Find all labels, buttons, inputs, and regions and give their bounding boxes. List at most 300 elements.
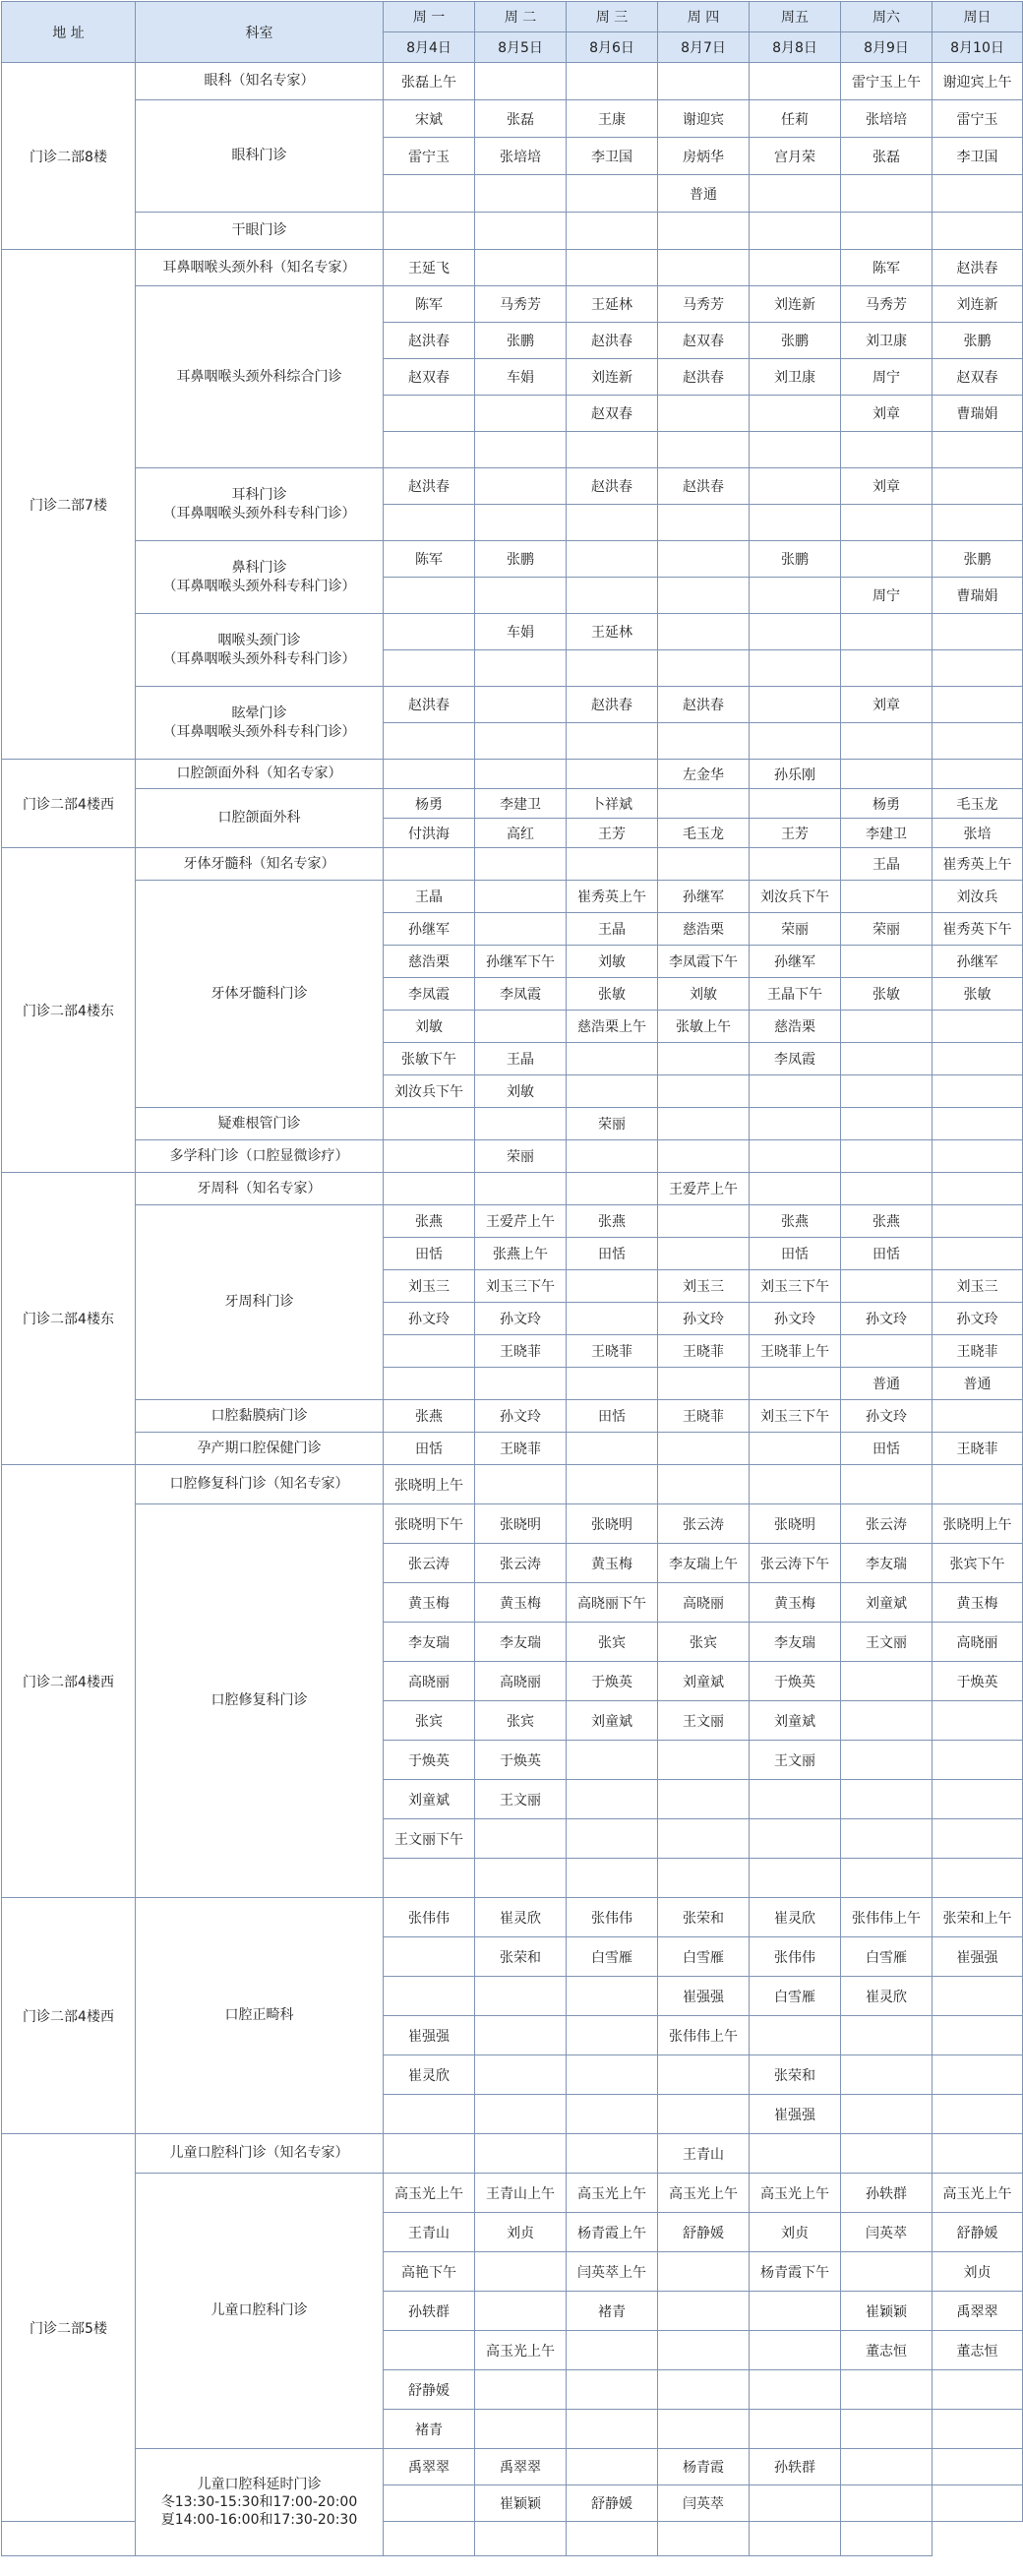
doctor-cell: 赵双春 [567,396,658,432]
department-label: 眼科门诊 [231,148,287,164]
doctor-cell: 赵洪春 [567,323,658,359]
department-label: 儿童口腔科延时门诊 [197,2476,322,2492]
schedule-body [2,63,1023,2556]
doctor-cell: 崔颖颖 [475,2485,567,2522]
doctor-cell [658,2292,750,2331]
doctor-cell [567,1140,658,1173]
doctor-cell: 崔灵欣 [750,1898,841,1937]
doctor-cell: 高红 [475,819,567,848]
doctor-cell: 张燕 [384,1205,475,1238]
doctor-cell [384,723,475,760]
doctor-cell: 王晓菲 [658,1335,750,1368]
doctor-cell: 王青山上午 [475,2174,567,2213]
doctor-cell [658,723,750,760]
department-label: 疑难根管门诊 [217,1115,301,1132]
doctor-cell: 张培培 [841,100,933,138]
doctor-cell [841,1043,933,1075]
doctor-cell [475,2370,567,2410]
doctor-cell: 刘连新 [933,286,1023,323]
department-label: （耳鼻咽喉头颈外科专科门诊） [162,723,356,740]
doctor-cell [750,468,841,505]
doctor-cell: 赵洪春 [658,468,750,505]
address-cell: 门诊二部4楼西 [2,760,136,848]
doctor-cell [933,650,1023,687]
doctor-cell: 慈浩栗 [658,913,750,946]
doctor-cell [567,2370,658,2410]
doctor-cell: 王芳 [567,819,658,848]
doctor-cell [658,2095,750,2134]
doctor-cell [567,175,658,213]
doctor-cell [841,2522,933,2556]
doctor-cell: 高玉光上午 [933,2174,1023,2213]
doctor-cell [933,2055,1023,2095]
doctor-cell [750,650,841,687]
department-cell [136,63,384,100]
doctor-cell [750,578,841,614]
doctor-cell [384,2134,475,2174]
header-address: 地 址 [2,2,136,63]
doctor-cell [750,213,841,250]
doctor-cell [750,789,841,819]
doctor-cell: 赵双春 [933,359,1023,396]
doctor-cell: 杨勇 [841,789,933,819]
doctor-cell: 宋斌 [384,100,475,138]
department-cell [136,1173,384,1205]
doctor-cell: 张燕 [750,1205,841,1238]
doctor-cell [658,1859,750,1898]
doctor-cell [475,1977,567,2016]
header-weekday: 周 三 [567,2,658,32]
doctor-cell: 白雪雁 [750,1977,841,2016]
department-cell [136,1140,384,1173]
doctor-cell: 于焕英 [475,1741,567,1780]
doctor-cell: 王晶 [567,913,658,946]
doctor-cell [475,2055,567,2095]
doctor-cell: 任莉 [750,100,841,138]
doctor-cell: 刘玉三下午 [475,1270,567,1303]
schedule-row [2,1465,1023,1504]
department-label: 儿童口腔科门诊 [211,2302,308,2319]
doctor-cell [933,2485,1023,2522]
doctor-cell [841,1140,933,1173]
doctor-cell [841,2449,933,2485]
doctor-cell: 李友瑞 [750,1623,841,1662]
doctor-cell [384,848,475,881]
department-cell [136,848,384,881]
doctor-cell [384,578,475,614]
doctor-cell: 黄玉梅 [567,1544,658,1583]
doctor-cell [658,1043,750,1075]
doctor-cell [384,650,475,687]
doctor-cell: 刘汝兵下午 [384,1075,475,1108]
doctor-cell [658,1075,750,1108]
doctor-cell: 高晓丽 [933,1623,1023,1662]
doctor-cell [841,614,933,650]
doctor-cell [475,578,567,614]
doctor-cell [658,250,750,286]
header-weekday: 周 一 [384,2,475,32]
doctor-cell: 闫英萃 [658,2485,750,2522]
doctor-cell: 褚青 [567,2292,658,2331]
department-label: 鼻科门诊 [231,560,287,577]
doctor-cell [567,2522,658,2556]
doctor-cell [933,1400,1023,1433]
doctor-cell: 高玉光上午 [567,2174,658,2213]
doctor-cell [567,723,658,760]
doctor-cell [475,2134,567,2174]
doctor-cell: 张晓明上午 [933,1504,1023,1544]
doctor-cell [384,614,475,650]
doctor-cell: 王文丽下午 [384,1819,475,1859]
department-label: 眩晕门诊 [231,705,287,722]
doctor-cell: 黄玉梅 [475,1583,567,1623]
doctor-cell [658,1780,750,1819]
doctor-cell: 王晓菲 [475,1335,567,1368]
schedule-row [2,213,1023,250]
doctor-cell: 赵洪春 [658,687,750,723]
doctor-cell [475,1173,567,1205]
schedule-row [2,468,1023,505]
doctor-cell: 孙继军 [933,946,1023,978]
doctor-cell: 李建卫 [841,819,933,848]
doctor-cell: 赵洪春 [384,468,475,505]
doctor-cell [750,250,841,286]
doctor-cell: 王文丽 [841,1623,933,1662]
department-label: 咽喉头颈门诊 [217,633,301,649]
department-cell [136,2134,384,2174]
doctor-cell: 雷宁玉 [384,138,475,175]
schedule-row [2,2134,1023,2174]
doctor-cell: 张敏 [567,978,658,1011]
doctor-cell [841,2410,933,2449]
header-weekday: 周六 [841,2,933,32]
doctor-cell: 刘敏 [475,1075,567,1108]
doctor-cell: 陈军 [384,541,475,578]
department-label: 干眼门诊 [231,222,287,239]
doctor-cell [841,2485,933,2522]
doctor-cell: 刘卫康 [841,323,933,359]
header-date: 8月7日 [658,32,750,63]
doctor-cell: 崔强强 [658,1977,750,2016]
doctor-cell [384,396,475,432]
doctor-cell: 张敏 [933,978,1023,1011]
doctor-cell: 慈浩栗 [384,946,475,978]
doctor-cell [384,1108,475,1140]
doctor-cell: 王晶 [841,848,933,881]
doctor-cell: 马秀芳 [658,286,750,323]
doctor-cell [658,789,750,819]
doctor-cell [750,175,841,213]
doctor-cell: 禹翠翠 [933,2292,1023,2331]
doctor-cell: 刘敏 [658,978,750,1011]
doctor-cell [658,2055,750,2095]
doctor-cell: 孙继军 [658,881,750,913]
doctor-cell [567,1741,658,1780]
doctor-cell: 杨青霞下午 [750,2252,841,2292]
doctor-cell [567,1043,658,1075]
doctor-cell: 孙文玲 [475,1400,567,1433]
doctor-cell: 李建卫 [475,789,567,819]
doctor-cell [841,505,933,541]
doctor-cell: 张宾 [475,1701,567,1741]
doctor-cell [933,1075,1023,1108]
doctor-cell: 王青山 [384,2213,475,2252]
doctor-cell: 刘童斌 [567,1701,658,1741]
doctor-cell [567,2331,658,2370]
doctor-cell: 刘贞 [933,2252,1023,2292]
doctor-cell [567,2410,658,2449]
doctor-cell [658,2252,750,2292]
doctor-cell [658,578,750,614]
doctor-cell: 张晓明 [567,1504,658,1544]
doctor-cell [750,2410,841,2449]
header-date: 8月10日 [933,32,1023,63]
doctor-cell [567,1977,658,2016]
schedule-row [2,1898,1023,1937]
address-cell: 门诊二部4楼东 [2,848,136,1173]
doctor-cell [475,1011,567,1043]
schedule-row [2,1504,1023,1544]
doctor-cell: 田恬 [841,1238,933,1270]
doctor-cell [750,1780,841,1819]
doctor-cell [841,881,933,913]
doctor-cell [933,2449,1023,2485]
doctor-cell [658,614,750,650]
doctor-cell [750,2370,841,2410]
department-cell [136,541,384,614]
department-label: （耳鼻咽喉头颈外科专科门诊） [162,505,356,521]
doctor-cell [750,1819,841,1859]
doctor-cell [841,2055,933,2095]
doctor-cell [841,2095,933,2134]
header-row-weekdays [2,2,1023,32]
doctor-cell: 王青山 [658,2134,750,2174]
doctor-cell [567,1819,658,1859]
doctor-cell [384,2331,475,2370]
schedule-row [2,848,1023,881]
doctor-cell [384,1335,475,1368]
doctor-cell: 刘童斌 [750,1701,841,1741]
doctor-cell: 毛玉龙 [658,819,750,848]
doctor-cell: 王文丽 [658,1701,750,1741]
doctor-cell [384,1859,475,1898]
doctor-cell: 车娟 [475,359,567,396]
doctor-cell: 房炳华 [658,138,750,175]
doctor-cell [750,848,841,881]
doctor-cell [841,541,933,578]
doctor-cell: 王晓菲 [567,1335,658,1368]
doctor-cell [567,1075,658,1108]
doctor-cell: 王爱芹上午 [658,1173,750,1205]
schedule-row [2,541,1023,578]
department-label: 冬13:30-15:30和17:00-20:00 [160,2493,358,2510]
doctor-cell: 孙轶群 [750,2449,841,2485]
doctor-cell: 刘童斌 [384,1780,475,1819]
doctor-cell: 荣丽 [750,913,841,946]
doctor-cell [750,687,841,723]
department-cell [136,213,384,250]
doctor-cell [658,541,750,578]
doctor-cell: 孙继军 [384,913,475,946]
department-cell [136,1465,384,1504]
doctor-cell: 王晓菲 [658,1400,750,1433]
doctor-cell [750,2292,841,2331]
doctor-cell: 舒静媛 [933,2213,1023,2252]
doctor-cell: 田恬 [384,1433,475,1465]
doctor-cell: 孙继军 [750,946,841,978]
doctor-cell: 高晓丽下午 [567,1583,658,1623]
doctor-cell [567,1368,658,1400]
header-weekday: 周日 [933,2,1023,32]
schedule-row [2,760,1023,789]
doctor-cell: 刘玉三 [384,1270,475,1303]
doctor-cell: 高艳下午 [384,2252,475,2292]
department-label: 耳鼻咽喉头颈外科（知名专家） [162,259,356,276]
doctor-cell [475,760,567,789]
doctor-cell [567,432,658,468]
doctor-cell: 毛玉龙 [933,789,1023,819]
schedule-row [2,1140,1023,1173]
doctor-cell [933,614,1023,650]
doctor-cell [750,1108,841,1140]
doctor-cell [475,2095,567,2134]
doctor-cell: 王文丽 [750,1741,841,1780]
schedule-row [2,100,1023,138]
doctor-cell: 张云涛 [658,1504,750,1544]
doctor-cell: 张伟伟 [750,1937,841,1977]
doctor-cell [567,1780,658,1819]
doctor-cell: 曹瑞娟 [933,578,1023,614]
doctor-cell [658,505,750,541]
doctor-cell: 谢迎宾 [658,100,750,138]
doctor-cell [567,1433,658,1465]
doctor-cell [750,2016,841,2055]
doctor-cell [567,1859,658,1898]
doctor-cell: 崔灵欣 [475,1898,567,1937]
doctor-cell [933,432,1023,468]
doctor-cell [750,1173,841,1205]
doctor-cell: 张云涛 [841,1504,933,1544]
doctor-cell: 白雪雁 [658,1937,750,1977]
doctor-cell: 孙文玲 [658,1303,750,1335]
doctor-cell [750,2522,841,2556]
doctor-cell: 李友瑞上午 [658,1544,750,1583]
doctor-cell [475,63,567,100]
header-date: 8月9日 [841,32,933,63]
doctor-cell: 赵洪春 [384,323,475,359]
doctor-cell [750,2331,841,2370]
doctor-cell [475,2016,567,2055]
doctor-cell [933,1238,1023,1270]
doctor-cell: 崔强强 [750,2095,841,2134]
doctor-cell [933,2095,1023,2134]
schedule-row [2,881,1023,913]
doctor-cell [658,396,750,432]
doctor-cell: 左金华 [658,760,750,789]
schedule-row [2,687,1023,723]
doctor-cell [567,1173,658,1205]
doctor-cell: 王晶下午 [750,978,841,1011]
doctor-cell: 高玉光上午 [750,2174,841,2213]
doctor-cell [750,1859,841,1898]
header-weekday: 周五 [750,2,841,32]
doctor-cell: 张燕 [841,1205,933,1238]
doctor-cell [933,2134,1023,2174]
department-cell [136,1898,384,2134]
doctor-cell: 荣丽 [475,1140,567,1173]
doctor-cell: 张鹏 [475,323,567,359]
doctor-cell: 张宾 [384,1701,475,1741]
doctor-cell [658,1140,750,1173]
doctor-cell [841,1701,933,1741]
doctor-cell: 崔灵欣 [841,1977,933,2016]
doctor-cell [933,1780,1023,1819]
doctor-cell: 刘玉三下午 [750,1270,841,1303]
doctor-cell: 王文丽 [475,1780,567,1819]
department-label: 眼科（知名专家） [204,73,315,90]
doctor-cell [475,650,567,687]
doctor-cell: 慈浩栗 [750,1011,841,1043]
doctor-cell: 禹翠翠 [384,2449,475,2485]
doctor-cell [567,63,658,100]
doctor-cell [841,2134,933,2174]
department-cell [136,250,384,286]
header-date: 8月8日 [750,32,841,63]
doctor-cell: 崔颖颖 [841,2292,933,2331]
doctor-cell: 刘汝兵下午 [750,881,841,913]
department-label: 口腔修复科门诊 [211,1692,308,1709]
doctor-cell: 普通 [933,1368,1023,1400]
schedule-row [2,286,1023,323]
doctor-cell [750,1368,841,1400]
doctor-cell: 刘章 [841,396,933,432]
doctor-cell: 刘贞 [475,2213,567,2252]
doctor-cell: 白雪雁 [841,1937,933,1977]
doctor-cell [750,1465,841,1504]
doctor-cell [567,2449,658,2485]
doctor-cell: 赵双春 [384,359,475,396]
doctor-cell: 张培 [933,819,1023,848]
doctor-cell [384,213,475,250]
doctor-cell [933,1011,1023,1043]
doctor-cell: 孙轶群 [841,2174,933,2213]
doctor-cell [384,432,475,468]
doctor-cell: 白雪雁 [567,1937,658,1977]
doctor-cell: 马秀芳 [475,286,567,323]
doctor-cell [475,1368,567,1400]
doctor-cell: 马秀芳 [841,286,933,323]
doctor-cell: 李友瑞 [841,1544,933,1583]
doctor-cell: 崔灵欣 [384,2055,475,2095]
doctor-cell: 田恬 [384,1238,475,1270]
doctor-cell [658,1465,750,1504]
doctor-cell: 张燕 [384,1400,475,1433]
doctor-cell: 车娟 [475,614,567,650]
doctor-cell [658,1368,750,1400]
doctor-cell [841,1859,933,1898]
doctor-cell: 闫英萃 [841,2213,933,2252]
doctor-cell: 张晓明上午 [384,1465,475,1504]
doctor-cell [567,1270,658,1303]
department-label: （耳鼻咽喉头颈外科专科门诊） [162,650,356,667]
doctor-cell: 张伟伟上午 [658,2016,750,2055]
department-cell [136,789,384,848]
doctor-cell [475,1859,567,1898]
doctor-cell: 张磊 [841,138,933,175]
doctor-cell [567,2055,658,2095]
address-cell: 门诊二部4楼西 [2,1898,136,2134]
doctor-cell: 王延林 [567,614,658,650]
